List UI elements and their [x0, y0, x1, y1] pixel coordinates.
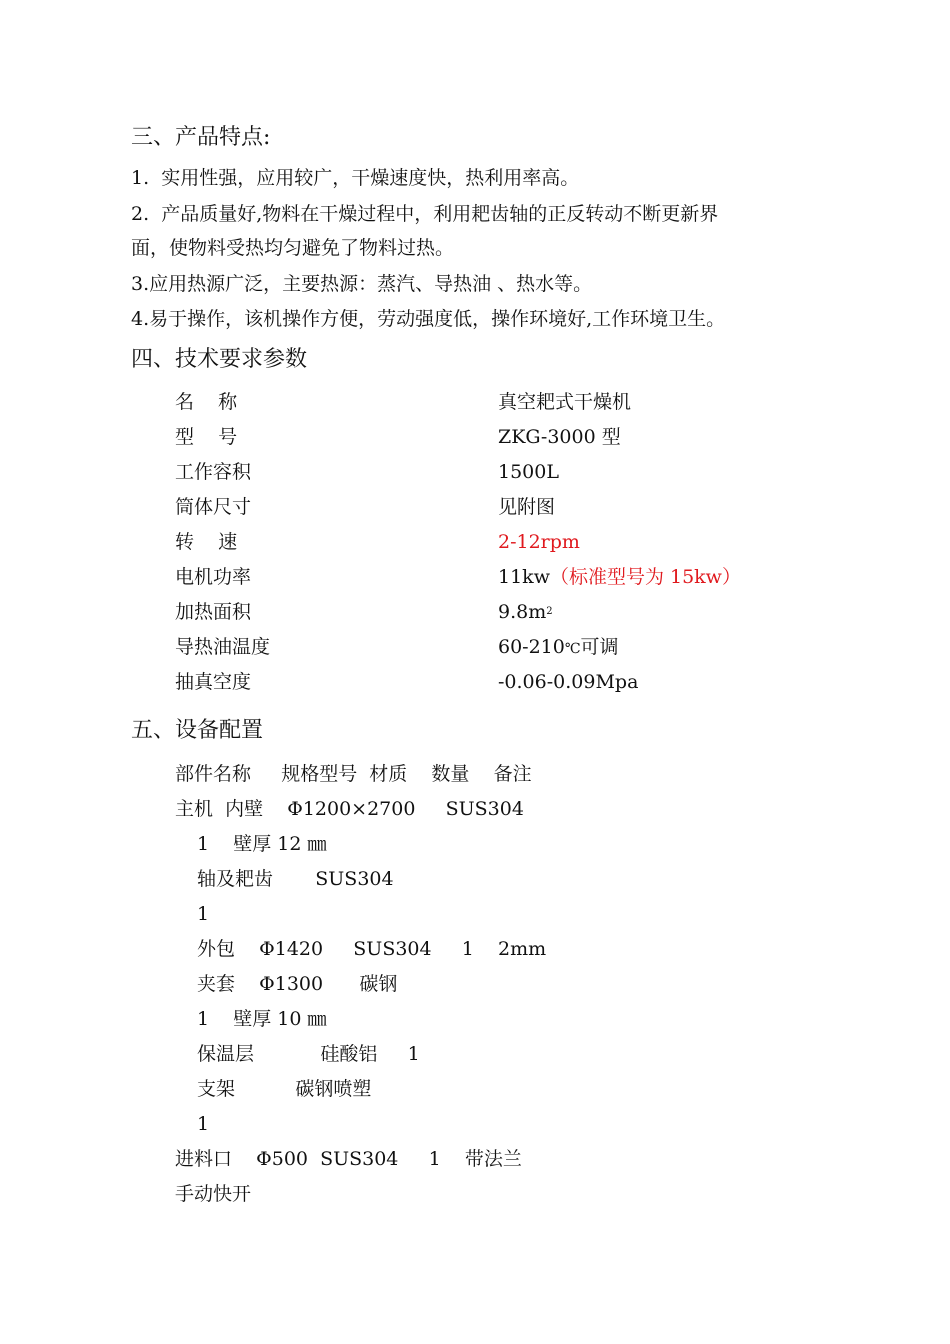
config-line-inlet-note: 手动快开	[175, 1183, 252, 1205]
section5-heading: 五、设备配置	[131, 718, 264, 743]
section3-item-1: 1. 实用性强，应用较广，干燥速度快，热利用率高。	[131, 167, 580, 189]
config-header-row: 部件名称 规格型号 材质 数量 备注	[175, 763, 532, 785]
param-value-oil-temp	[498, 635, 619, 661]
param-value-power	[498, 565, 741, 589]
param-label-size: 筒体尺寸	[175, 496, 252, 518]
param-power-note: （标准型号为 15kw）	[549, 566, 741, 588]
param-label-volume: 工作容积	[175, 461, 252, 483]
param-value-size: 见附图	[498, 496, 556, 518]
section3-item-4: 4.易于操作，该机操作方便，劳动强度低，操作环境好,工作环境卫生。	[131, 308, 726, 330]
config-line-jacket: 夹套 Φ1300 碳钢	[197, 973, 398, 995]
section3-item-2-cont: 面，使物料受热均匀避免了物料过热。	[131, 237, 455, 259]
param-value-speed: 2-12rpm	[498, 531, 580, 553]
config-line-support: 支架 碳钢喷塑	[197, 1078, 372, 1100]
config-line-support-qty: 1	[197, 1113, 210, 1135]
config-line-main-inner: 主机 内壁 Φ1200×2700 SUS304	[175, 798, 524, 820]
section4-heading: 四、技术要求参数	[131, 347, 308, 372]
param-value-model: ZKG-3000 型	[498, 426, 621, 448]
config-line-shaft-qty: 1	[197, 903, 210, 925]
param-label-model: 型 号	[175, 426, 238, 448]
param-value-name: 真空耙式干燥机	[498, 391, 632, 413]
config-line-insulation: 保温层 硅酸铝 1	[197, 1043, 420, 1065]
config-line-jacket-thickness: 1 壁厚 10 ㎜	[197, 1008, 327, 1030]
param-area-value: 9.8m	[498, 601, 547, 623]
config-line-outer: 外包 Φ1420 SUS304 1 2mm	[197, 938, 547, 960]
param-label-power: 电机功率	[175, 566, 252, 588]
param-label-area: 加热面积	[175, 601, 252, 623]
config-line-inner-thickness: 1 壁厚 12 ㎜	[197, 833, 327, 855]
param-label-name: 名 称	[175, 391, 238, 413]
param-value-volume: 1500L	[498, 461, 559, 483]
section3-heading: 三、产品特点:	[131, 125, 271, 150]
param-oil-temp-suffix: 可调	[580, 636, 619, 658]
param-label-oil-temp: 导热油温度	[175, 636, 271, 658]
config-line-shaft: 轴及耙齿 SUS304	[197, 868, 394, 890]
param-oil-temp-unit: ℃	[564, 641, 581, 657]
param-value-vacuum: -0.06-0.09Mpa	[498, 671, 639, 693]
param-power-value: 11kw	[498, 566, 550, 588]
param-value-area	[498, 600, 553, 624]
section3-item-2: 2. 产品质量好,物料在干燥过程中，利用耙齿轴的正反转动不断更新界	[131, 203, 719, 225]
param-oil-temp-value: 60-210	[498, 636, 565, 658]
config-line-inlet: 进料口 Φ500 SUS304 1 带法兰	[175, 1148, 522, 1170]
section3-item-3: 3.应用热源广泛，主要热源：蒸汽、导热油 、热水等。	[131, 273, 593, 295]
param-area-unit-sup: 2	[546, 606, 553, 617]
param-label-speed: 转 速	[175, 531, 238, 553]
param-label-vacuum: 抽真空度	[175, 671, 252, 693]
